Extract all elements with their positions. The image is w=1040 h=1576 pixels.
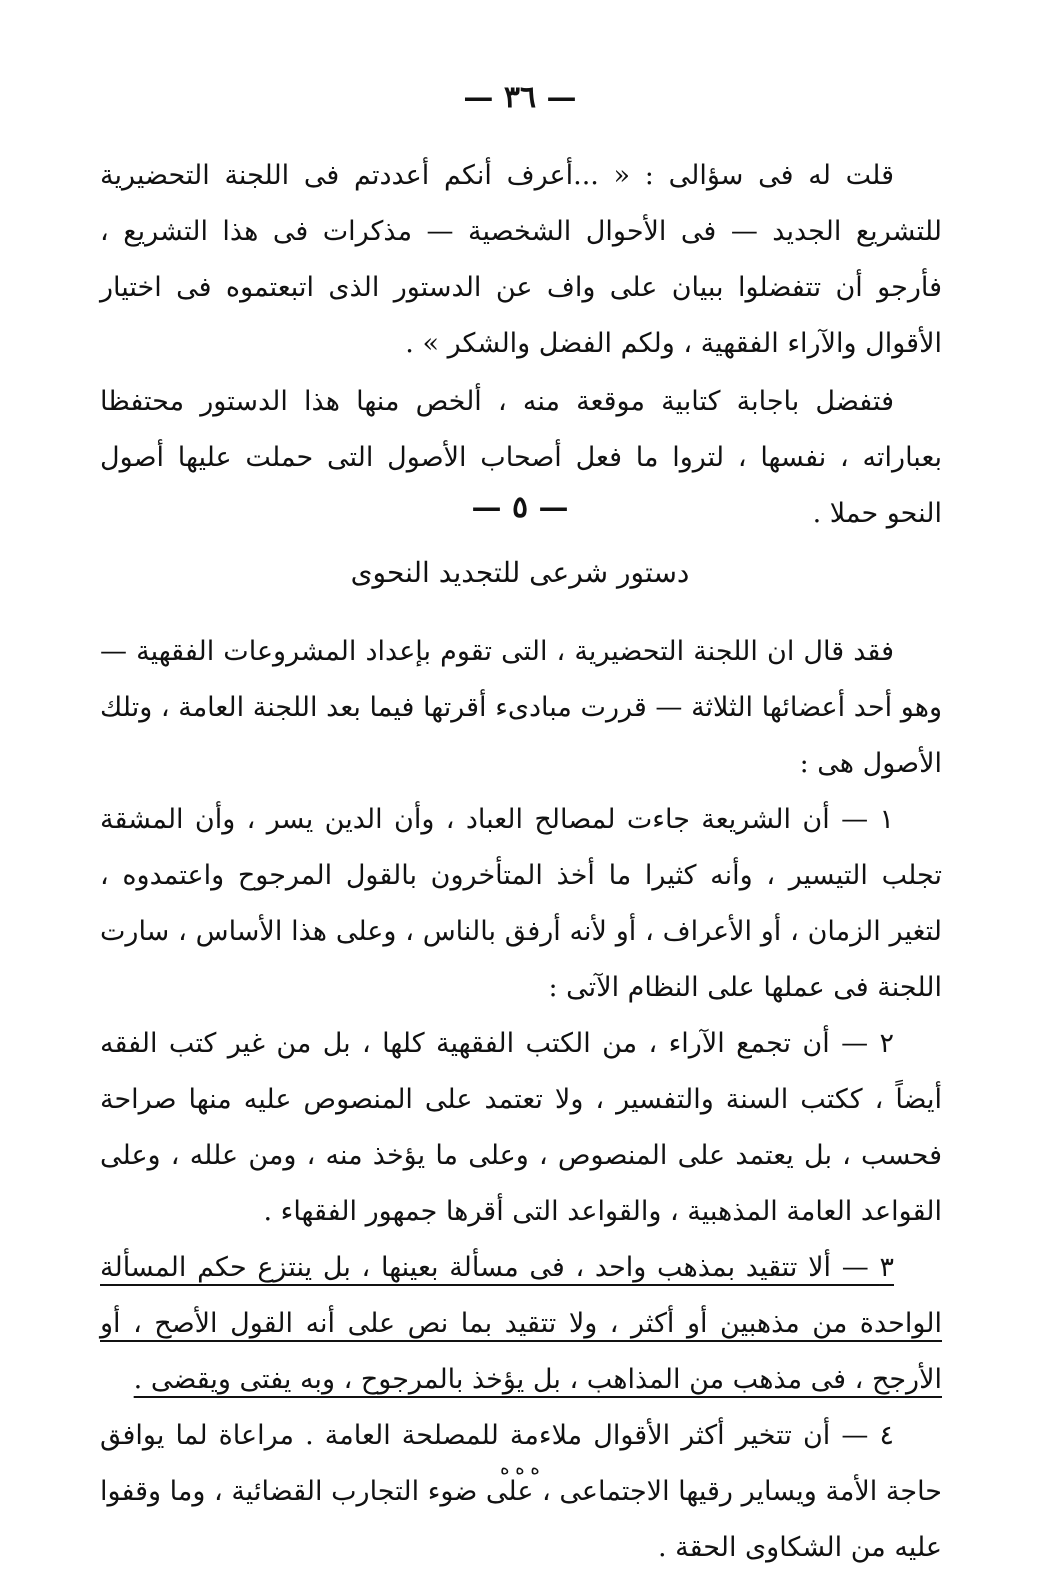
section-body (100, 624, 942, 1576)
section-number: — ٥ — (471, 490, 569, 525)
principle-item-1: ١ — أن الشريعة جاءت لمصالح العباد ، وأن الدين يسر ، وأن المشقة تجلب التيسير ، وأنه كثيرا ما أخذ المتأخرون بالقول المرجوح واعتمدوه ، لتغير الزمان ، أو الأعراف ، أو لأنه أرفق بالناس ، وعلى هذا الأساس ، سارت اللجنة فى عملها على النظام الآتى : (100, 804, 942, 1003)
principle-item-3: ٣ — ألا تتقيد بمذهب واحد ، فى مسألة بعينها ، بل ينتزع حكم المسألة الواحدة من مذهبين أو أكثر ، ولا تتقيد بما نص على أنه القول الأصح ، أو الأرجح ، فى مذهب من المذاهب ، بل يؤخذ بالمرجوح ، وبه يفتى ويقضى . (100, 1252, 942, 1395)
intro-paragraph-question: قلت له فى سؤالى : « ...أعرف أنكم أعددتم فى اللجنة التحضيرية للتشريع الجديد — فى الأحوال الشخصية — مذكرات فى هذا التشريع ، فأرجو أن تتفضلوا ببيان على واف عن الدستور الذى اتبعتموه فى اختيار الأقوال والآراء الفقهية ، ولكم الفضل والشكر » . (100, 160, 942, 359)
intro-text (100, 148, 942, 542)
section-intro-paragraph: فقد قال ان اللجنة التحضيرية ، التى تقوم بإعداد المشروعات الفقهية — وهو أحد أعضائها الثلاثة — قررت مبادىء أقرتها فيما بعد اللجنة العامة ، وتلك الأصول هى : (100, 636, 942, 779)
end-ornament: ه ه ه (500, 1458, 540, 1479)
principle-item-4: ٤ — أن تتخير أكثر الأقوال ملاءمة للمصلحة العامة . مراعاة لما يوافق حاجة الأمة ويساير رقيها الاجتماعى ، على ضوء التجارب القضائية ، وما وقفوا عليه من الشكاوى الحقة . (100, 1420, 942, 1563)
page-number: — ٣٦ — (463, 80, 577, 115)
principle-item-2: ٢ — أن تجمع الآراء ، من الكتب الفقهية كلها ، بل من غير كتب الفقه أيضاً ، ككتب السنة والتفسير ، ولا تعتمد على المنصوص عليه منها صراحة فحسب ، بل يعتمد على المنصوص ، وعلى ما يؤخذ منه ، ومن علله ، وعلى القواعد العامة المذهبية ، والقواعد التى أقرها جمهور الفقهاء . (100, 1028, 942, 1227)
intro-paragraph-answer: فتفضل باجابة كتابية موقعة منه ، ألخص منها هذا الدستور محتفظا بعباراته ، نفسها ، لتروا ما فعل أصحاب الأصول التى حملت عليها أصول النحو حملا . (100, 386, 942, 529)
section-title: دستور شرعى للتجديد النحوى (350, 556, 690, 589)
